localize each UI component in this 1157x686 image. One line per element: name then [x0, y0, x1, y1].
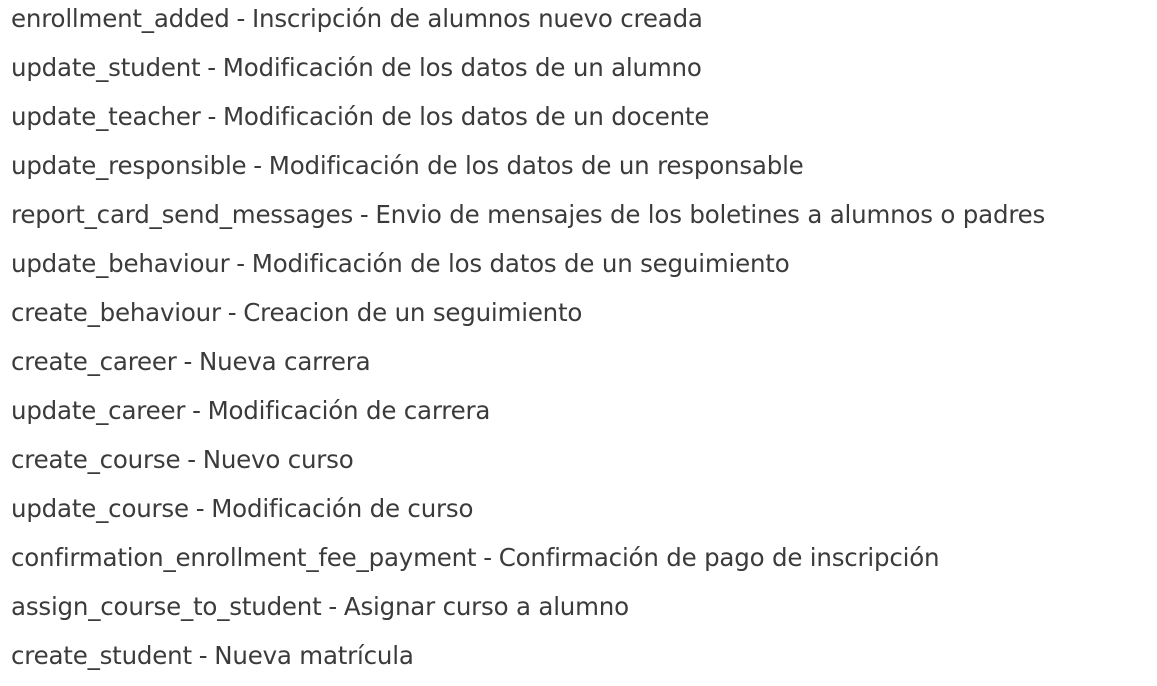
event-description: Modificación de carrera — [207, 396, 491, 425]
event-list — [11, 0, 1045, 686]
event-code: create_career — [11, 347, 177, 376]
list-item — [11, 147, 1045, 196]
event-description: Inscripción de alumnos nuevo creada — [251, 4, 703, 33]
event-code: assign_course_to_student — [11, 592, 322, 621]
separator: - — [198, 641, 208, 670]
separator: - — [236, 4, 246, 33]
event-code: create_student — [11, 641, 192, 670]
separator: - — [187, 445, 196, 474]
event-description: Modificación de los datos de un docente — [222, 102, 710, 131]
list-item — [11, 539, 1045, 588]
event-code: report_card_send_messages — [11, 200, 354, 229]
event-code: enrollment_added — [11, 4, 230, 33]
event-code: create_behaviour — [11, 298, 221, 327]
separator: - — [207, 102, 217, 131]
separator: - — [192, 396, 201, 425]
event-code: update_responsible — [11, 151, 247, 180]
separator: - — [183, 347, 193, 376]
event-code: update_course — [11, 494, 189, 523]
list-item — [11, 637, 1045, 686]
list-item — [11, 441, 1045, 490]
list-item — [11, 490, 1045, 539]
event-description: Confirmación de pago de inscripción — [498, 543, 940, 572]
list-item — [11, 294, 1045, 343]
list-item — [11, 196, 1045, 245]
event-code: update_career — [11, 396, 186, 425]
event-description: Modificación de curso — [211, 494, 474, 523]
list-item — [11, 98, 1045, 147]
event-code: update_student — [11, 53, 201, 82]
list-item — [11, 245, 1045, 294]
event-description: Modificación de los datos de un responsable — [268, 151, 804, 180]
separator: - — [207, 53, 216, 82]
list-item — [11, 588, 1045, 637]
event-code: confirmation_enrollment_fee_payment — [11, 543, 477, 572]
event-code: update_behaviour — [11, 249, 230, 278]
event-description: Nuevo curso — [202, 445, 354, 474]
separator: - — [227, 298, 237, 327]
event-code: update_teacher — [11, 102, 201, 131]
event-description: Nueva matrícula — [214, 641, 414, 670]
separator: - — [195, 494, 205, 523]
event-description: Nueva carrera — [199, 347, 371, 376]
separator: - — [483, 543, 492, 572]
separator: - — [359, 200, 369, 229]
separator: - — [253, 151, 262, 180]
event-code: create_course — [11, 445, 181, 474]
event-description: Modificación de los datos de un seguimiento — [251, 249, 790, 278]
event-description: Envio de mensajes de los boletines a alumnos o padres — [375, 200, 1046, 229]
event-description: Asignar curso a alumno — [343, 592, 629, 621]
list-item — [11, 0, 1045, 49]
list-item — [11, 343, 1045, 392]
event-description: Creacion de un seguimiento — [243, 298, 583, 327]
list-item — [11, 392, 1045, 441]
list-item — [11, 49, 1045, 98]
separator: - — [328, 592, 338, 621]
separator: - — [236, 249, 245, 278]
event-description: Modificación de los datos de un alumno — [222, 53, 702, 82]
